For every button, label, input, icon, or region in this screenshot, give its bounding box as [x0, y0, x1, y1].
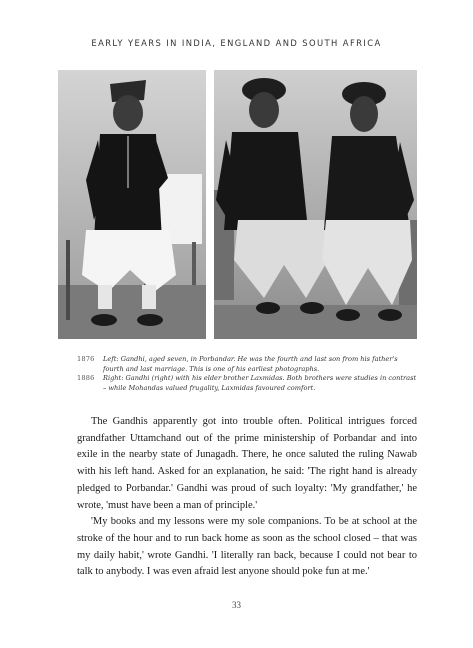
page-number: 33	[232, 600, 241, 610]
photo-captions	[77, 355, 417, 393]
caption-text: Left: Gandhi, aged seven, in Porbandar. He was the fourth and last son from his father's fourth and last marriage. This is one of his earliest photographs.	[103, 355, 398, 373]
photo-gandhi-age-seven	[58, 70, 206, 339]
photo-gandhi-with-laxmidas-image	[214, 70, 417, 339]
photo-gandhi-age-seven-image	[58, 70, 206, 339]
caption-1886	[77, 374, 417, 393]
body-text	[77, 414, 417, 581]
photo-gandhi-with-laxmidas	[214, 70, 417, 339]
paragraph: The Gandhis apparently got into trouble often. Political intrigues forced grandfather Uttamchand out of the prime ministership of Porbandar and into exile in the nearby state of Junagadh. There, he once saluted the ruling Nawab with his left hand. Asked for an explanation, he said: 'The right hand is already pledged to Porbandar.' Gandhi was proud of such loyalty: 'My grandfather,' he wrote, 'must have been a man of principle.'	[77, 416, 417, 511]
caption-year: 1876	[77, 355, 95, 363]
caption-text: Right: Gandhi (right) with his elder brother Laxmidas. Both brothers were studies in contrast – while Mohandas valued frugality, Laxmidas favoured comfort.	[103, 374, 417, 392]
running-head: EARLY YEARS IN INDIA, ENGLAND AND SOUTH AFRICA	[91, 38, 382, 48]
caption-year: 1886	[77, 374, 95, 383]
caption-1876	[77, 355, 417, 374]
paragraph: 'My books and my lessons were my sole companions. To be at school at the stroke of the hour and to run back home as soon as the school closed – that was my daily habit,' wrote Gandhi. 'I literally ran back, because I could not bear to talk to anybody. I was even afraid lest anyone should poke fun at me.'	[77, 516, 417, 578]
